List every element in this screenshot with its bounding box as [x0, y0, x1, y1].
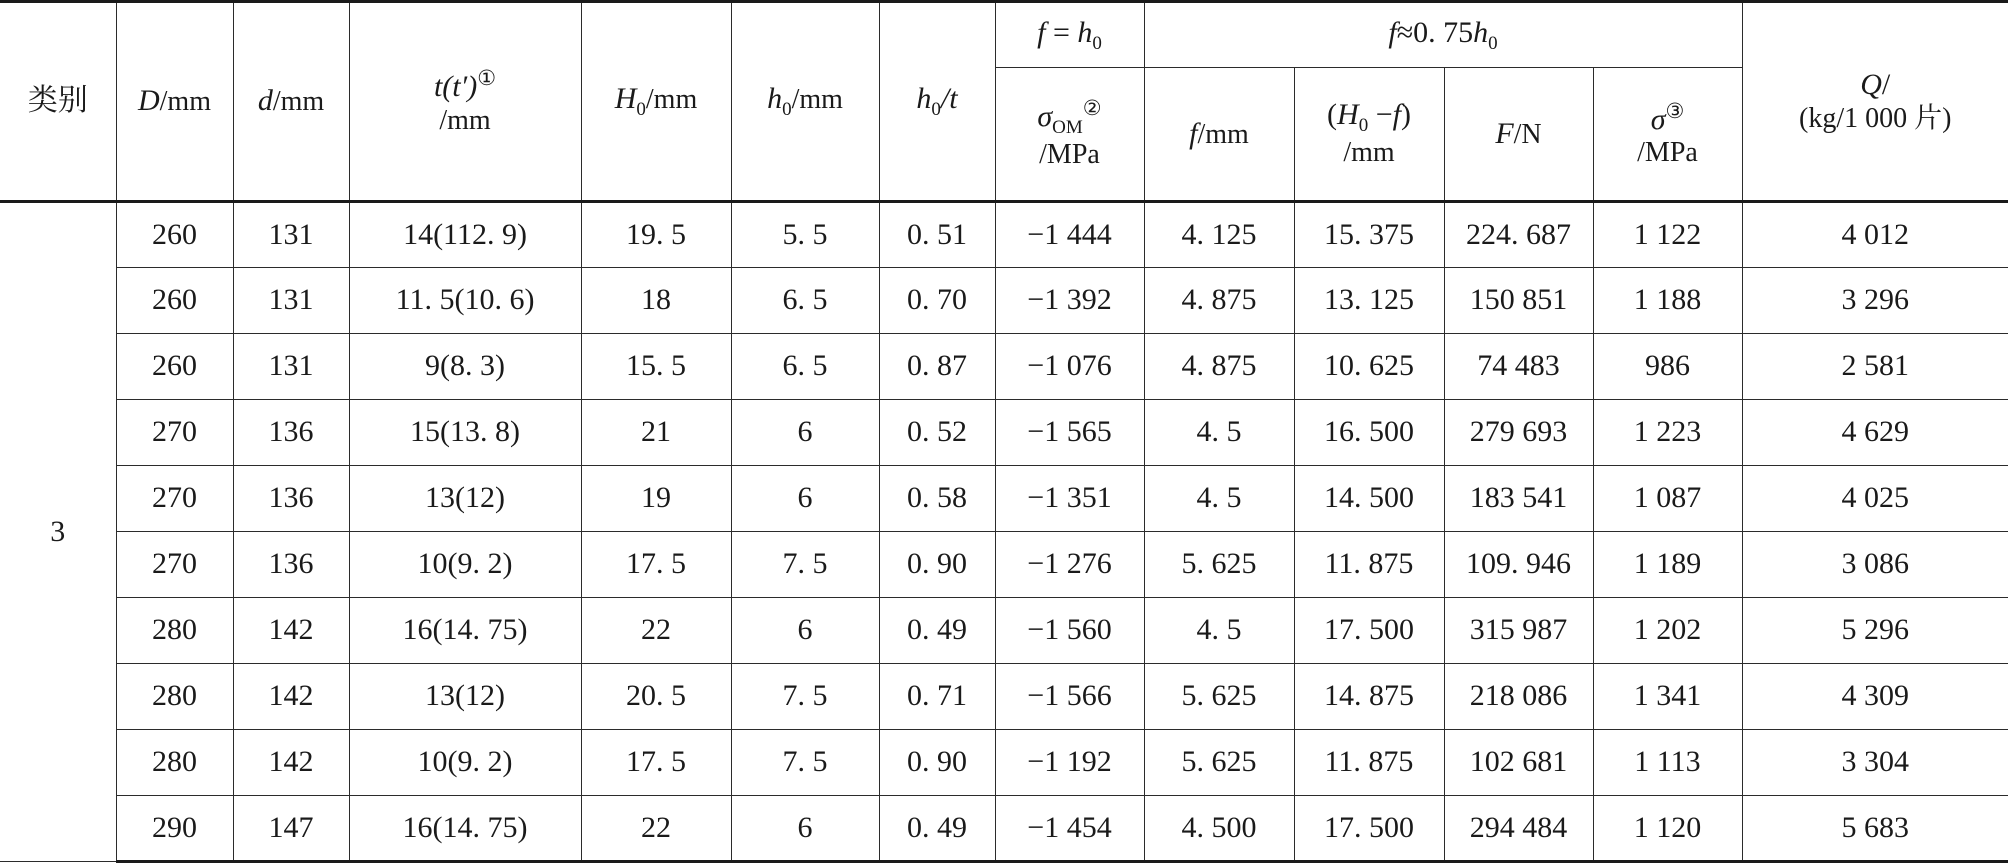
cell-sigma: 986: [1593, 334, 1742, 400]
cell-Q: 4 309: [1742, 664, 2008, 730]
cell-D: 260: [116, 334, 233, 400]
cell-f: 4. 5: [1144, 400, 1294, 466]
cell-d: 147: [233, 796, 349, 862]
table-row: [0, 268, 2008, 334]
cell-t: 16(14. 75): [349, 598, 581, 664]
header-F: F/N: [1444, 68, 1593, 202]
cell-h0: 6: [731, 598, 879, 664]
cell-H0: 18: [581, 268, 731, 334]
header-sigma: σ③ /MPa: [1593, 68, 1742, 202]
cell-t: 9(8. 3): [349, 334, 581, 400]
cell-H0-minus-f: 14. 500: [1294, 466, 1444, 532]
cell-f: 5. 625: [1144, 532, 1294, 598]
cell-sigma: 1 223: [1593, 400, 1742, 466]
cell-f: 4. 5: [1144, 598, 1294, 664]
cell-H0-minus-f: 14. 875: [1294, 664, 1444, 730]
cell-sigma-om: −1 076: [995, 334, 1144, 400]
header-t: t(t′)① /mm: [349, 2, 581, 202]
table-row: [0, 730, 2008, 796]
cell-H0-minus-f: 10. 625: [1294, 334, 1444, 400]
cell-d: 136: [233, 400, 349, 466]
cell-h0: 5. 5: [731, 202, 879, 268]
cell-h0: 6: [731, 796, 879, 862]
cell-sigma: 1 113: [1593, 730, 1742, 796]
cell-f: 4. 875: [1144, 334, 1294, 400]
cell-D: 260: [116, 202, 233, 268]
cell-f: 4. 125: [1144, 202, 1294, 268]
cell-sigma-om: −1 444: [995, 202, 1144, 268]
cell-t: 15(13. 8): [349, 400, 581, 466]
cell-h0-over-t: 0. 90: [879, 730, 995, 796]
cell-H0: 21: [581, 400, 731, 466]
cell-t: 11. 5(10. 6): [349, 268, 581, 334]
cell-d: 142: [233, 664, 349, 730]
cell-sigma: 1 188: [1593, 268, 1742, 334]
cell-sigma-om: −1 276: [995, 532, 1144, 598]
header-H0-minus-f: $(H_0 -f)$ /mm: [1294, 68, 1444, 202]
cell-H0: 15. 5: [581, 334, 731, 400]
cell-d: 131: [233, 268, 349, 334]
cell-h0-over-t: 0. 71: [879, 664, 995, 730]
table-row: [0, 202, 2008, 268]
cell-f: 5. 625: [1144, 730, 1294, 796]
cell-F: 109. 946: [1444, 532, 1593, 598]
cell-H0-minus-f: 16. 500: [1294, 400, 1444, 466]
cell-sigma-om: −1 566: [995, 664, 1144, 730]
cell-t: 10(9. 2): [349, 532, 581, 598]
cell-D: 270: [116, 466, 233, 532]
cell-h0: 6: [731, 466, 879, 532]
header-H0: $H_0/mm$: [581, 2, 731, 202]
cell-H0: 19. 5: [581, 202, 731, 268]
cell-sigma: 1 122: [1593, 202, 1742, 268]
cell-sigma-om: −1 454: [995, 796, 1144, 862]
cell-sigma: 1 202: [1593, 598, 1742, 664]
cell-sigma-om: −1 560: [995, 598, 1144, 664]
cell-D: 290: [116, 796, 233, 862]
cell-F: 224. 687: [1444, 202, 1593, 268]
cell-h0: 7. 5: [731, 664, 879, 730]
cell-t: 10(9. 2): [349, 730, 581, 796]
cell-h0: 6. 5: [731, 268, 879, 334]
cell-F: 294 484: [1444, 796, 1593, 862]
table-row: [0, 334, 2008, 400]
cell-Q: 3 304: [1742, 730, 2008, 796]
cell-Q: 3 296: [1742, 268, 2008, 334]
cell-f: 5. 625: [1144, 664, 1294, 730]
cell-f: 4. 875: [1144, 268, 1294, 334]
cell-d: 131: [233, 334, 349, 400]
cell-Q: 4 012: [1742, 202, 2008, 268]
cell-F: 279 693: [1444, 400, 1593, 466]
header-Q: Q/ (kg/1 000 片): [1742, 2, 2008, 202]
table-row: [0, 466, 2008, 532]
cell-D: 270: [116, 532, 233, 598]
cell-h0-over-t: 0. 58: [879, 466, 995, 532]
cell-H0: 22: [581, 796, 731, 862]
cell-sigma-om: −1 192: [995, 730, 1144, 796]
cell-F: 102 681: [1444, 730, 1593, 796]
header-group-f-approx: f≈0. $75h_0$: [1144, 2, 1742, 68]
cell-d: 136: [233, 532, 349, 598]
cell-d: 136: [233, 466, 349, 532]
cell-H0-minus-f: 17. 500: [1294, 796, 1444, 862]
category-cell: 3: [0, 202, 116, 862]
table-row: [0, 598, 2008, 664]
header-f: f/mm: [1144, 68, 1294, 202]
cell-H0-minus-f: 17. 500: [1294, 598, 1444, 664]
cell-sigma-om: −1 565: [995, 400, 1144, 466]
cell-t: 14(112. 9): [349, 202, 581, 268]
cell-h0-over-t: 0. 51: [879, 202, 995, 268]
cell-f: 4. 500: [1144, 796, 1294, 862]
cell-Q: 2 581: [1742, 334, 2008, 400]
cell-Q: 4 629: [1742, 400, 2008, 466]
cell-Q: 5 683: [1742, 796, 2008, 862]
cell-D: 280: [116, 598, 233, 664]
cell-sigma-om: −1 351: [995, 466, 1144, 532]
header-h0-over-t: $h_0/t$: [879, 2, 995, 202]
table-row: [0, 532, 2008, 598]
cell-f: 4. 5: [1144, 466, 1294, 532]
table-row: [0, 796, 2008, 862]
cell-h0-over-t: 0. 87: [879, 334, 995, 400]
cell-D: 270: [116, 400, 233, 466]
cell-t: 16(14. 75): [349, 796, 581, 862]
cell-t: 13(12): [349, 664, 581, 730]
header-row-1: [0, 2, 2008, 68]
cell-h0-over-t: 0. 90: [879, 532, 995, 598]
cell-h0-over-t: 0. 49: [879, 796, 995, 862]
cell-h0-over-t: 0. 49: [879, 598, 995, 664]
cell-Q: 3 086: [1742, 532, 2008, 598]
cell-h0: 7. 5: [731, 730, 879, 796]
cell-F: 183 541: [1444, 466, 1593, 532]
cell-sigma: 1 341: [1593, 664, 1742, 730]
cell-F: 150 851: [1444, 268, 1593, 334]
cell-h0-over-t: 0. 70: [879, 268, 995, 334]
table-row: [0, 664, 2008, 730]
header-category: 类别: [0, 2, 116, 202]
cell-H0: 17. 5: [581, 730, 731, 796]
cell-Q: 4 025: [1742, 466, 2008, 532]
cell-t: 13(12): [349, 466, 581, 532]
cell-sigma: 1 120: [1593, 796, 1742, 862]
cell-D: 260: [116, 268, 233, 334]
cell-H0: 22: [581, 598, 731, 664]
cell-sigma: 1 087: [1593, 466, 1742, 532]
header-D: D/mm: [116, 2, 233, 202]
cell-sigma-om: −1 392: [995, 268, 1144, 334]
cell-F: 315 987: [1444, 598, 1593, 664]
cell-Q: 5 296: [1742, 598, 2008, 664]
cell-d: 131: [233, 202, 349, 268]
cell-D: 280: [116, 664, 233, 730]
cell-h0-over-t: 0. 52: [879, 400, 995, 466]
cell-h0: 6: [731, 400, 879, 466]
cell-sigma: 1 189: [1593, 532, 1742, 598]
cell-H0: 19: [581, 466, 731, 532]
cell-F: 74 483: [1444, 334, 1593, 400]
table-row: [0, 400, 2008, 466]
header-sigma-om: $\sigma_{OM}^②$ /MPa: [995, 68, 1144, 202]
cell-H0: 17. 5: [581, 532, 731, 598]
header-group-f-equals-h0: $f = h_0$: [995, 2, 1144, 68]
cell-d: 142: [233, 730, 349, 796]
cell-F: 218 086: [1444, 664, 1593, 730]
header-h0: $h_0/mm$: [731, 2, 879, 202]
cell-H0-minus-f: 13. 125: [1294, 268, 1444, 334]
cell-D: 280: [116, 730, 233, 796]
cell-H0-minus-f: 15. 375: [1294, 202, 1444, 268]
header-d: d/mm: [233, 2, 349, 202]
cell-d: 142: [233, 598, 349, 664]
cell-H0: 20. 5: [581, 664, 731, 730]
cell-H0-minus-f: 11. 875: [1294, 532, 1444, 598]
table-body: [0, 202, 2008, 862]
cell-h0: 7. 5: [731, 532, 879, 598]
cell-H0-minus-f: 11. 875: [1294, 730, 1444, 796]
cell-h0: 6. 5: [731, 334, 879, 400]
